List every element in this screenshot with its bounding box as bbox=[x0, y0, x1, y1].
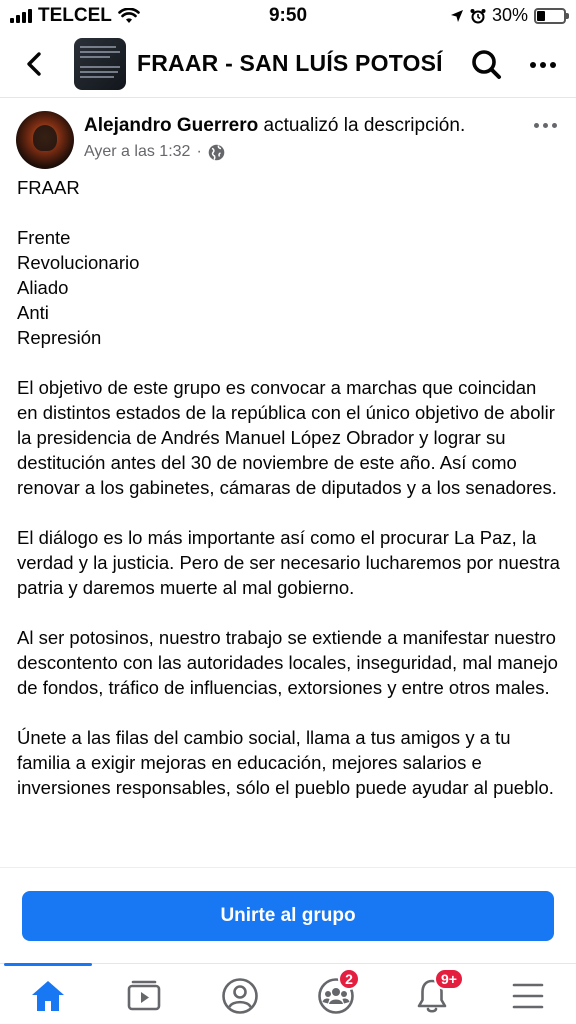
hamburger-menu-icon bbox=[511, 981, 545, 1011]
expansion-word: Represión bbox=[17, 327, 102, 348]
post-timestamp[interactable]: Ayer a las 1:32 bbox=[84, 143, 191, 160]
group-title[interactable]: FRAAR - SAN LUÍS POTOSÍ bbox=[137, 50, 443, 76]
paragraph-objective: El objetivo de este grupo es convocar a marchas que coincidan en distintos estados de la república con el único objetivo de abolir la presidencia de Andrés Manuel López Obrador y lograr su destitución antes del 30 de noviembre de este año. Así como renovar a los gabinetes, cámaras de diputados y a los senadores. bbox=[17, 377, 557, 498]
paragraph-local: Al ser potosinos, nuestro trabajo se extiende a manifestar nuestro descontento con las autoridades locales, inseguridad, mal manejo de fondos, tráfico de influencias, extorsiones y entre otros males. bbox=[17, 627, 558, 698]
tab-menu[interactable] bbox=[506, 974, 550, 1018]
battery-fill bbox=[537, 11, 545, 21]
globe-icon bbox=[208, 144, 225, 161]
join-group-button[interactable]: Unirte al grupo bbox=[22, 891, 554, 941]
groups-badge: 2 bbox=[338, 968, 360, 990]
more-options-button[interactable] bbox=[524, 46, 562, 84]
battery-icon bbox=[534, 8, 566, 24]
bottom-tab-bar bbox=[0, 963, 576, 1024]
tab-groups[interactable] bbox=[314, 971, 358, 1018]
post-action-text: actualizó la descripción. bbox=[263, 115, 466, 136]
battery-percent: 30% bbox=[491, 5, 528, 25]
join-area bbox=[0, 867, 576, 963]
expansion-word: Frente bbox=[17, 227, 71, 248]
expansion-word: Anti bbox=[17, 302, 49, 323]
carrier-name: TELCEL bbox=[38, 5, 112, 26]
author-line bbox=[84, 115, 465, 137]
post-body bbox=[17, 175, 562, 825]
expansion-word: Aliado bbox=[17, 277, 69, 298]
alarm-icon bbox=[470, 8, 486, 24]
meta-separator: · bbox=[196, 143, 202, 160]
group-header bbox=[0, 32, 576, 98]
video-play-icon bbox=[126, 980, 162, 1012]
paragraph-join: Únete a las filas del cambio social, llama a tus amigos y a tu familia a exigir mejoras en educación, mejores salarios e inversiones responsables, sólo el pueblo puede ayudar al pueblo. bbox=[17, 727, 554, 798]
chevron-left-icon bbox=[24, 51, 44, 77]
back-button[interactable] bbox=[16, 46, 52, 82]
post-meta bbox=[84, 143, 225, 161]
status-bar bbox=[0, 0, 576, 32]
paragraph-dialogue: El diálogo es lo más importante así como el procurar La Paz, la verdad y la justicia. Pero de ser necesario lucharemos por nuestra patria y daremos muerte al mal gobierno. bbox=[17, 527, 560, 598]
status-right bbox=[450, 5, 566, 26]
author-name[interactable]: Alejandro Guerrero bbox=[84, 115, 259, 136]
tab-profile[interactable] bbox=[218, 974, 262, 1018]
more-dots-icon bbox=[534, 123, 539, 128]
post-options-button[interactable] bbox=[534, 123, 557, 128]
location-arrow-icon bbox=[450, 9, 464, 23]
group-cover-thumbnail[interactable] bbox=[74, 38, 126, 90]
more-dots-icon bbox=[530, 62, 536, 68]
notifications-badge: 9+ bbox=[434, 968, 464, 990]
acronym: FRAAR bbox=[17, 177, 80, 198]
home-icon bbox=[30, 979, 66, 1013]
active-tab-indicator bbox=[4, 963, 92, 966]
author-avatar[interactable] bbox=[16, 111, 74, 169]
tab-home[interactable] bbox=[26, 974, 70, 1018]
status-time: 9:50 bbox=[268, 5, 308, 26]
profile-icon bbox=[221, 977, 259, 1015]
post bbox=[0, 99, 576, 867]
search-button[interactable] bbox=[468, 46, 506, 84]
tab-watch[interactable] bbox=[122, 974, 166, 1018]
tab-notifications[interactable] bbox=[410, 971, 457, 1018]
acronym-expansion bbox=[17, 225, 562, 350]
search-icon bbox=[468, 46, 506, 84]
expansion-word: Revolucionario bbox=[17, 252, 140, 273]
